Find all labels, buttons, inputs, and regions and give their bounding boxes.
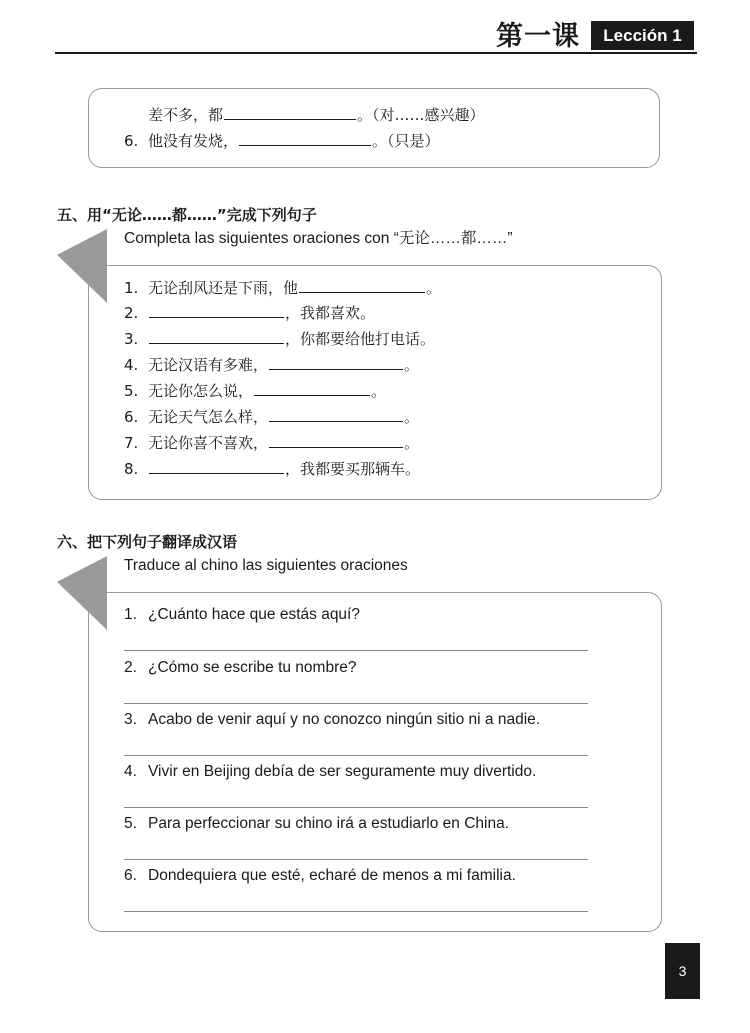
exercise-item-7 [124,432,419,454]
answer-blank[interactable] [149,328,284,344]
exercise-item-6 [124,406,419,428]
item-suffix: 。 [404,434,420,452]
item-number: 4. [124,763,137,780]
answer-blank[interactable] [269,354,403,370]
exercise-item-8 [124,458,420,480]
exercise-item-3 [124,328,435,350]
header-rule [55,52,697,54]
line-text: 差不多，都 [148,106,224,124]
item-number: 2. [124,659,137,676]
item-number: 3. [124,711,137,728]
answer-line[interactable] [124,755,588,756]
translation-item-3 [124,710,540,730]
item-number: 7. [124,434,139,452]
section-6-marker [57,556,107,630]
item-suffix: ，我都要买那辆车。 [285,460,421,478]
exercise-item-5 [124,380,386,402]
item-number: 1. [124,606,137,623]
item-sentence: Para perfeccionar su chino irá a estudiarlo en China. [148,815,510,832]
answer-line[interactable] [124,650,588,651]
exercise-line-6 [124,130,440,152]
answer-blank[interactable] [299,277,425,293]
answer-blank[interactable] [254,380,370,396]
item-suffix: ，我都喜欢。 [285,304,376,322]
item-number: 3. [124,330,139,348]
item-sentence: Dondequiera que esté, echaré de menos a mi familia. [148,867,516,884]
line-text: 。（只是） [372,132,440,150]
item-prefix: 无论刮风还是下雨，他 [148,279,299,297]
translation-item-1 [124,605,360,625]
translation-item-5 [124,814,509,834]
lesson-title: 第一课 [496,21,580,52]
answer-blank[interactable] [269,432,403,448]
section-6-title: 六、把下列句子翻译成汉语 [57,533,238,551]
section-5-title: 五、用“无论……都……”完成下列句子 [57,206,317,224]
exercise-item-1 [124,277,441,299]
answer-blank[interactable] [224,104,356,120]
answer-blank[interactable] [269,406,403,422]
item-sentence: ¿Cuánto hace que estás aquí? [148,606,360,623]
exercise-item-2 [124,302,375,324]
exercise-box-continued [88,88,660,168]
item-sentence: Vivir en Beijing debía de ser seguramente muy divertido. [148,763,537,780]
item-suffix: ，你都要给他打电话。 [285,330,436,348]
translation-item-6 [124,866,516,886]
item-suffix: 。 [371,382,387,400]
item-prefix: 无论你喜不喜欢， [148,434,269,452]
section-5-marker [57,229,107,303]
item-number: 2. [124,304,139,322]
item-number: 1. [124,279,139,297]
lesson-badge: Lección 1 [591,21,694,50]
item-prefix: 无论汉语有多难， [148,356,269,374]
item-prefix: 无论天气怎么样， [148,408,269,426]
item-number: 6. [124,132,139,150]
answer-line[interactable] [124,807,588,808]
item-number: 8. [124,460,139,478]
item-suffix: 。 [426,279,442,297]
item-suffix: 。 [404,408,420,426]
translation-item-4 [124,762,536,782]
answer-blank[interactable] [149,302,284,318]
page-number: 3 [665,943,700,999]
item-suffix: 。 [404,356,420,374]
item-number: 5. [124,382,139,400]
item-number: 4. [124,356,139,374]
exercise-line-5-cont [148,104,485,126]
item-number: 6. [124,867,137,884]
item-prefix: 无论你怎么说， [148,382,254,400]
item-number: 5. [124,815,137,832]
line-text: 。（对……感兴趣） [357,106,485,124]
section-5-subtitle: Completa las siguientes oraciones con “无论……都……” [124,230,513,247]
translation-item-2 [124,658,356,678]
exercise-item-4 [124,354,419,376]
item-sentence: ¿Cómo se escribe tu nombre? [148,659,357,676]
item-sentence: Acabo de venir aquí y no conozco ningún sitio ni a nadie. [148,711,541,728]
answer-blank[interactable] [239,130,371,146]
answer-blank[interactable] [149,458,284,474]
item-number: 6. [124,408,139,426]
answer-line[interactable] [124,703,588,704]
answer-line[interactable] [124,911,588,912]
section-6-subtitle: Traduce al chino las siguientes oraciones [124,557,408,574]
line-text: 他没有发烧， [148,132,239,150]
answer-line[interactable] [124,859,588,860]
